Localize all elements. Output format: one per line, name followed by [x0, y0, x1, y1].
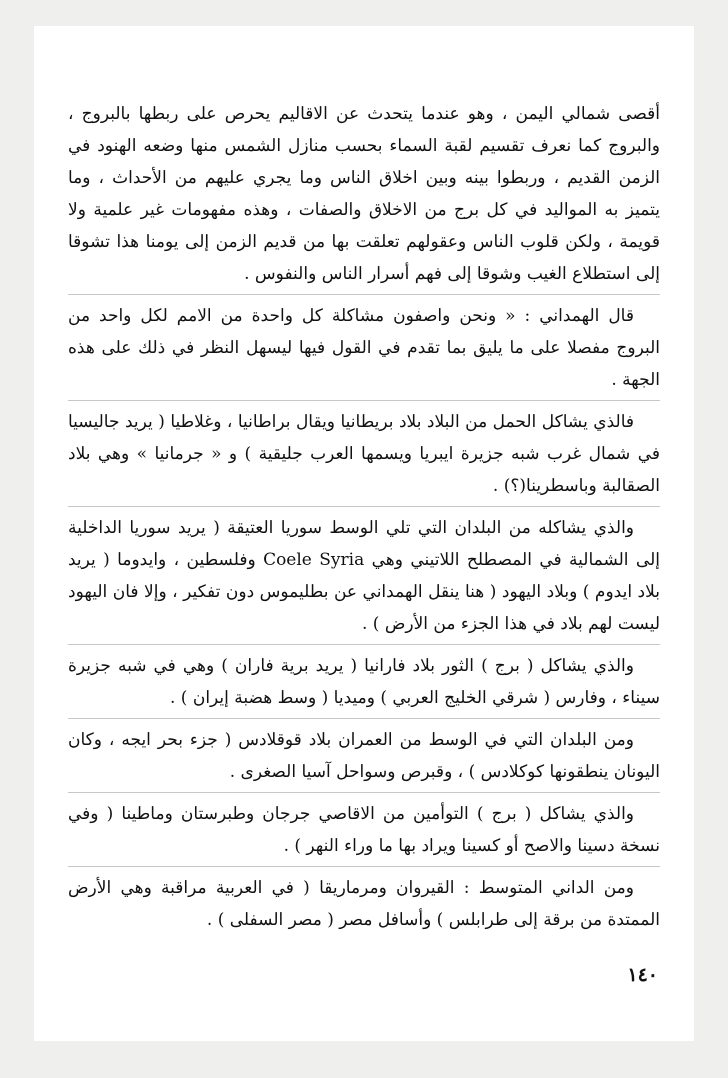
paragraph: والذي يشاكله من البلدان التي تلي الوسط سوريا العتيقة ( يريد سوريا الداخلية إلى الشمالية في المصطلح اللاتيني وهي Coele Syria وفلسطين ، وايدوما ( يريد بلاد ايدوم ) وبلاد اليهود ( هنا ينقل الهمداني عن بطليموس دون تفكير ، وإلا فان اليهود ليست لهم بلاد في هذا الجزء من الأرض ) .	[68, 518, 660, 634]
paragraph-divider	[68, 506, 660, 507]
paragraph: ومن الداني المتوسط : القيروان ومرماريقا ( في العربية مراقبة وهي الأرض الممتدة من برقة إلى طرابلس ) وأسافل مصر ( مصر السفلى ) .	[68, 878, 660, 930]
page-number: ١٤٠	[627, 964, 658, 986]
book-page	[34, 26, 694, 1041]
paragraph: والذي يشاكل ( برج ) التوأمين من الاقاصي جرجان وطبرستان وماطينا ( وفي نسخة دسينا والاصح أو كسينا ويراد بها ما وراء النهر ) .	[68, 804, 660, 856]
body-text	[68, 98, 660, 936]
paragraph-divider	[68, 294, 660, 295]
paragraph-divider	[68, 866, 660, 867]
paragraph: ومن البلدان التي في الوسط من العمران بلاد قوقلادس ( جزء بحر ايجه ، وكان اليونان ينطقونها كوكلادس ) ، وقبرص وسواحل آسيا الصغرى .	[68, 730, 660, 782]
paragraph: أقصى شمالي اليمن ، وهو عندما يتحدث عن الاقاليم يحرص على ربطها بالبروج ، والبروج كما نعرف تقسيم لقبة السماء بحسب منازل الشمس منها وضعه الهنود في الزمن القديم ، وربطوا بينه وبين اخلاق الناس وما يجري عليهم من الأحداث ، وما يتميز به المواليد في كل برج من الاخلاق والصفات ، وهذه مفهومات غير علمية ولا قويمة ، ولكن قلوب الناس وعقولهم تعلقت بها من قديم الزمن إلى يومنا هذا تشوقا إلى استطلاع الغيب وشوقا إلى فهم أسرار الناس والنفوس .	[68, 104, 660, 284]
paragraph-divider	[68, 792, 660, 793]
paragraph-divider	[68, 644, 660, 645]
paragraph: فالذي يشاكل الحمل من البلاد بلاد بريطانيا ويقال براطانيا ، وغلاطيا ( يريد جاليسيا في شمال غرب شبه جزيرة ايبريا ويسمها العرب جليقية ) و « جرمانيا » وهي بلاد الصقالبة وباسطرينا(؟) .	[68, 412, 660, 496]
paragraph: والذي يشاكل ( برج ) الثور بلاد فارانيا ( يريد برية فاران ) وهي في شبه جزيرة سيناء ، وفارس ( شرقي الخليج العربي ) وميديا ( وسط هضبة إيران ) .	[68, 656, 660, 708]
paragraph-divider	[68, 400, 660, 401]
paragraph-divider	[68, 718, 660, 719]
paragraph: قال الهمداني : « ونحن واصفون مشاكلة كل واحدة من الامم لكل واحد من البروج مفصلا على ما يليق بما تقدم في القول فيها ليسهل النظر في ذلك على هذه الجهة .	[68, 306, 660, 390]
